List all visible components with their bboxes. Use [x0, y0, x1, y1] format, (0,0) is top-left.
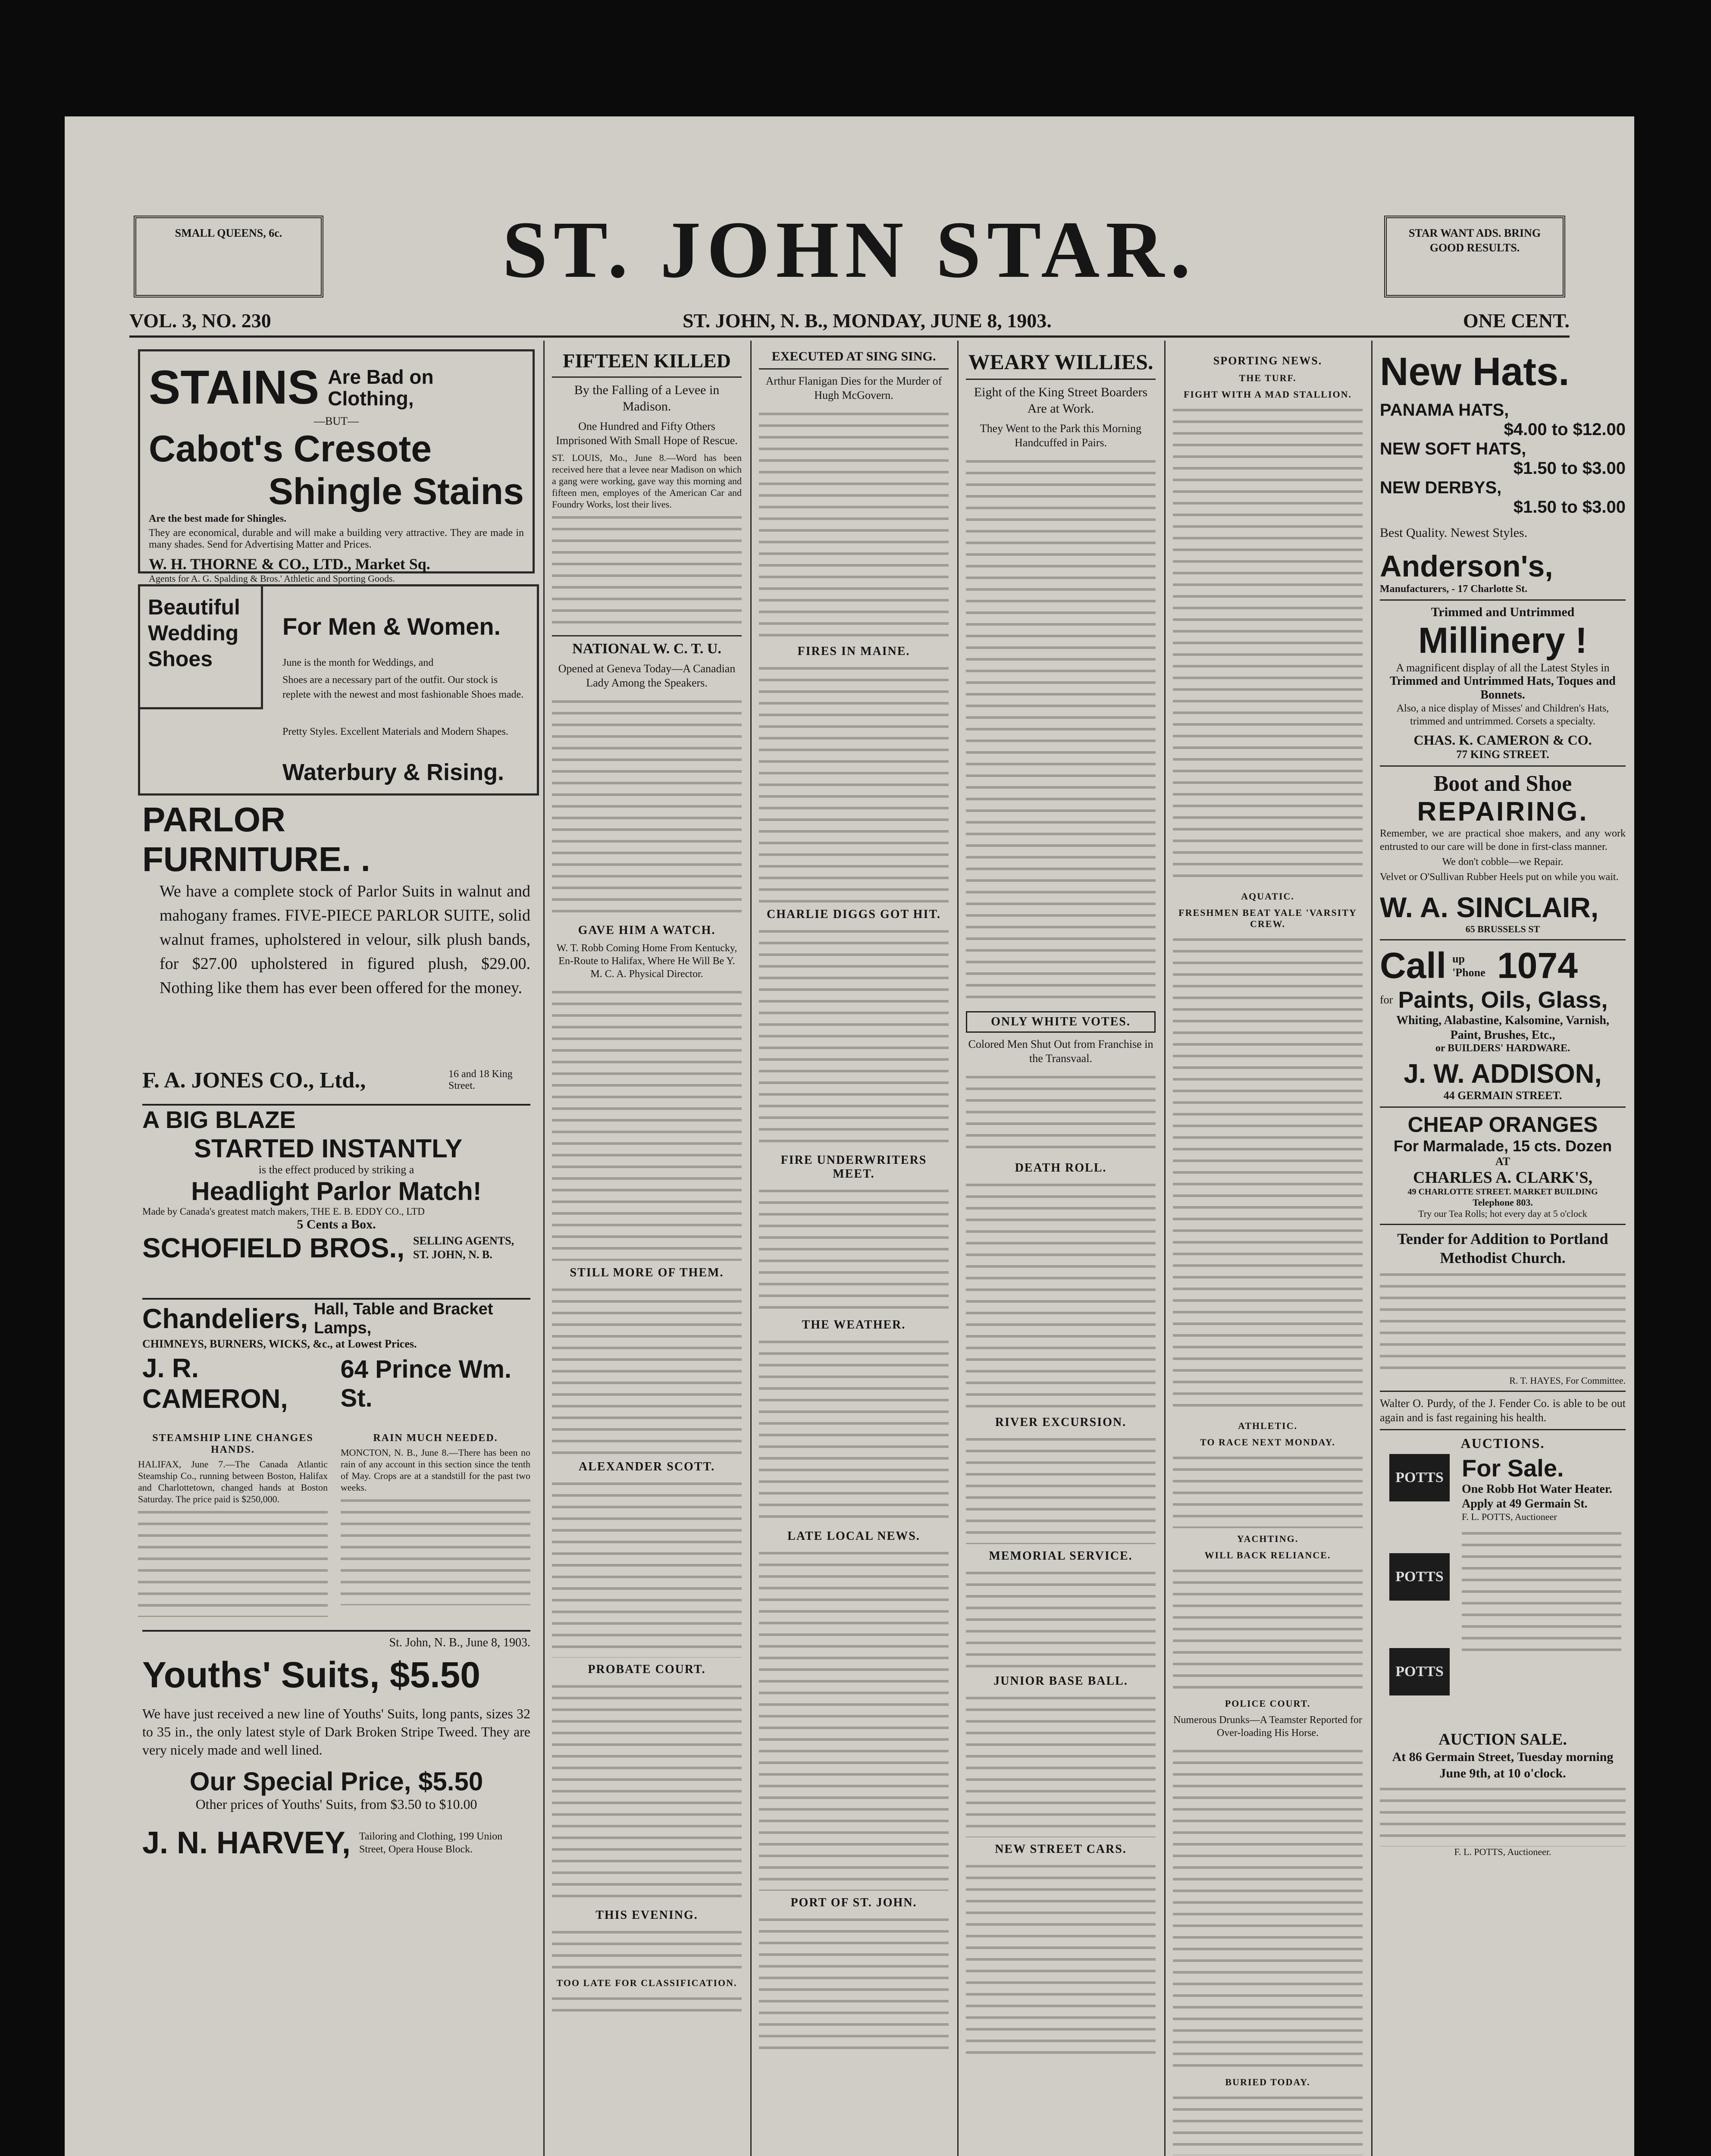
fires-headline: FIRES IN MAINE. [797, 645, 910, 658]
harvey-trade: Tailoring and Clothing, 199 Union Street, Opera House Block. [359, 1831, 503, 1855]
article-text-block [966, 1859, 1156, 2057]
hats-title: New Hats. [1380, 350, 1570, 394]
phone-call: Call [1380, 945, 1447, 986]
sing-sing-deck: Arthur Flanigan Dies for the Murder of Hugh McGovern. [765, 375, 942, 401]
wctu-deck: Opened at Geneva Today—A Canadian Lady Among the Speakers. [558, 662, 736, 689]
parlor-title-2: FURNITURE. . [142, 840, 370, 878]
stains-product-1: Cabot's Cresote [149, 428, 432, 470]
divider [966, 379, 1156, 380]
shoes-headline: Beautiful Wedding Shoes [148, 595, 240, 671]
shoes-company: Waterbury & Rising. [282, 759, 505, 785]
steamship-article [138, 1427, 328, 1621]
repair-body: Remember, we are practical shoe makers, and any work entrusted to our care will be done in first-class manner. [1380, 828, 1626, 852]
column-rule [1164, 341, 1166, 2156]
match-line-6: 5 Cents a Box. [297, 1217, 376, 1232]
repair-heels: Velvet or O'Sullivan Rubber Heels put on while you wait. [1380, 871, 1619, 883]
lamps-sub: CHIMNEYS, BURNERS, WICKS, &c., at Lowest Prices. [142, 1338, 417, 1350]
right-ear-box [1384, 216, 1565, 298]
potts-logo: POTTS [1389, 1454, 1450, 1501]
clark-phone: Telephone 803. [1473, 1197, 1533, 1208]
tender-signature: R. T. HAYES, For Committee. [1509, 1375, 1626, 1386]
phone-for: for [1380, 993, 1393, 1006]
soft-hats-price: $1.50 to $3.00 [1513, 459, 1626, 478]
excursion-headline: RIVER EXCURSION. [995, 1416, 1127, 1429]
article-text-block [759, 407, 949, 639]
athletic-headline: ATHLETIC. [1238, 1420, 1297, 1431]
stains-body: They are economical, durable and will make a building very attractive. They are made in many shades. Send for Advertising Matter and Prices. [149, 527, 524, 550]
stains-ad [138, 349, 535, 584]
memorial-headline: MEMORIAL SERVICE. [989, 1549, 1133, 1563]
rain-article [341, 1427, 530, 1621]
article-text-block [759, 1335, 949, 1524]
article-text-block [759, 1184, 949, 1313]
cameron-address: 64 Prince Wm. St. [340, 1355, 512, 1412]
article-text-block [759, 1546, 949, 1891]
late-classification-headline: TOO LATE FOR CLASSIFICATION. [556, 1977, 737, 1988]
stains-company: W. H. THORNE & CO., LTD., Market Sq. [149, 555, 430, 573]
article-text-block [966, 1070, 1156, 1156]
white-votes-deck: Colored Men Shut Out from Franchise in the Transvaal. [968, 1038, 1153, 1065]
anderson-address: Manufacturers, - 17 Charlotte St. [1380, 583, 1528, 595]
addison-address: 44 GERMAIN STREET. [1443, 1089, 1562, 1102]
for-sale-auctioneer: F. L. POTTS, Auctioneer [1462, 1511, 1557, 1522]
street-cars-headline: NEW STREET CARS. [995, 1843, 1127, 1856]
article-text-block [759, 1912, 949, 2050]
police-court-deck: Numerous Drunks—A Teamster Reported for Over-loading His Horse. [1173, 1714, 1362, 1739]
soft-hats-label: NEW SOFT HATS, [1380, 439, 1526, 458]
shoes-for: For Men & Women. [282, 613, 501, 640]
harvey-company: J. N. HARVEY, [142, 1826, 351, 1860]
article-text-block [1173, 403, 1363, 886]
aquatic-headline: AQUATIC. [1241, 891, 1294, 902]
cameron-company: J. R. CAMERON, [142, 1354, 288, 1414]
for-sale-item: One Robb Hot Water Heater. Apply at 49 Germain St. [1462, 1482, 1612, 1510]
volume-number: VOL. 3, NO. 230 [129, 309, 271, 332]
match-line-2: STARTED INSTANTLY [194, 1134, 463, 1163]
newspaper-page [65, 116, 1634, 2156]
parlor-body: We have a complete stock of Parlor Suits in walnut and mahogany frames. FIVE-PIECE PARLOR SUITE, solid walnut frames, upholstered in velour, silk plush bands, for $27.00 upholstered in figured plush, $29.00. Nothing like them has ever been offered for the money. [160, 882, 530, 997]
divider [552, 635, 742, 636]
steamship-headline: STEAMSHIP LINE CHANGES HANDS. [152, 1432, 313, 1455]
divider [1380, 1391, 1626, 1392]
underwriters-headline: FIRE UNDERWRITERS MEET. [780, 1153, 927, 1181]
millinery-items: Trimmed and Untrimmed Hats, Toques and Bonnets. [1390, 674, 1616, 702]
death-roll-headline: DEATH ROLL. [1015, 1161, 1107, 1175]
match-line-1: A BIG BLAZE [142, 1106, 296, 1133]
jones-address: 16 and 18 King Street. [448, 1069, 513, 1091]
article-text-block [1380, 1267, 1626, 1375]
paints-hardware: or BUILDERS' HARDWARE. [1435, 1043, 1570, 1054]
divider [1380, 1224, 1626, 1225]
phone-up: up 'Phone [1452, 952, 1485, 979]
divider [1380, 599, 1626, 601]
yachting-headline: YACHTING. [1237, 1533, 1299, 1544]
article-text-block [759, 924, 949, 1148]
stains-subtitle: Are Bad on Clothing, [328, 365, 434, 410]
sinclair-name: W. A. SINCLAIR, [1380, 891, 1599, 923]
article-text-block [552, 985, 742, 1261]
for-sale-title: For Sale. [1462, 1454, 1564, 1482]
match-ad [142, 1104, 530, 1291]
column-rule [543, 341, 545, 2156]
shoes-ad [138, 584, 539, 796]
buried-headline: BURIED TODAY. [1225, 2077, 1310, 2087]
stains-title: STAINS [149, 361, 320, 414]
article-text-block [1462, 1526, 1621, 1655]
article-text-block [552, 1925, 742, 1972]
potts-logo: POTTS [1389, 1648, 1450, 1695]
watch-headline: GAVE HIM A WATCH. [578, 924, 716, 937]
match-line-4: Headlight Parlor Match! [191, 1177, 482, 1206]
match-line-3: is the effect produced by striking a [258, 1163, 414, 1176]
repair-title-1: Boot and Shoe [1433, 771, 1572, 796]
oranges-at: AT [1495, 1155, 1510, 1168]
lamps-ad [142, 1298, 530, 1420]
more-headline: STILL MORE OF THEM. [570, 1266, 724, 1279]
for-sale-ad [1380, 1454, 1626, 1730]
article-text-block [1173, 932, 1363, 1415]
freshmen-headline: FRESHMEN BEAT YALE 'VARSITY CREW. [1178, 907, 1357, 929]
clark-address: 49 CHARLOTTE STREET. MARKET BUILDING [1407, 1187, 1598, 1197]
column-4 [759, 349, 949, 2156]
youths-other-prices: Other prices of Youths' Suits, from $3.50 to $10.00 [195, 1796, 477, 1812]
masthead-title: ST. JOHN STAR. [502, 204, 1197, 295]
article-text-block [966, 1566, 1156, 1669]
steamship-lead: HALIFAX, June 7.—The Canada Atlantic Steamship Co., running between Boston, Halifax and Charlottetown, changed hands at Boston Saturday. The price paid is $250,000. [138, 1459, 328, 1504]
parlor-furniture-ad [142, 800, 530, 1059]
police-court-headline: POLICE COURT. [1225, 1698, 1311, 1709]
oranges-sub: For Marmalade, 15 cts. Dozen [1393, 1137, 1612, 1155]
article-text-block [1173, 1564, 1363, 1693]
article-text-block [552, 1679, 742, 1903]
column-6 [1173, 349, 1363, 2156]
column-rule [1371, 341, 1373, 2156]
article-text-block [966, 1432, 1156, 1544]
match-line-5: Made by Canada's greatest match makers, THE E. B. EDDY CO., LTD [142, 1206, 425, 1217]
article-text-block [341, 1493, 530, 1605]
stains-tagline: Are the best made for Shingles. [149, 513, 287, 524]
addison-company: J. W. ADDISON, [1404, 1059, 1602, 1089]
cameron-millinery-address: 77 KING STREET. [1456, 748, 1549, 761]
paints-body: Whiting, Alabastine, Kalsomine, Varnish, Paint, Brushes, Etc., [1396, 1014, 1609, 1042]
tender-title: Tender for Addition to Portland Methodist Church. [1397, 1230, 1608, 1266]
article-text-block [966, 454, 1156, 1006]
watch-deck: W. T. Robb Coming Home From Kentucky, En-Route to Halifax, Where He Will Be Y. M. C. A. Physical Director. [556, 943, 737, 980]
column-3 [552, 349, 742, 2156]
baseball-headline: JUNIOR BASE BALL. [993, 1674, 1128, 1688]
article-text-block [552, 1991, 742, 2017]
sing-sing-headline: EXECUTED AT SING SING. [771, 349, 936, 364]
auction-sale-body: At 86 Germain Street, Tuesday morning June 9th, at 10 o'clock. [1392, 1750, 1614, 1780]
article-text-block [552, 510, 742, 631]
rain-lead: MONCTON, N. B., June 8.—There has been no rain of any account in this section since the tenth of May. Crops are at a standstill for the past two weeks. [341, 1447, 530, 1493]
article-text-block [552, 1282, 742, 1455]
probate-headline: PROBATE COURT. [588, 1663, 706, 1676]
weather-headline: THE WEATHER. [802, 1318, 906, 1332]
oranges-title: CHEAP ORANGES [1407, 1112, 1598, 1137]
article-text-block [1173, 1451, 1363, 1528]
youths-body: We have just received a new line of Youths' Suits, long pants, sizes 32 to 35 in., the only latest style of Dark Broken Stripe Tweed. They are very nicely made and well lined. [142, 1706, 530, 1758]
divider [759, 368, 949, 370]
article-text-block [966, 1691, 1156, 1837]
millinery-title: Millinery ! [1418, 620, 1588, 661]
divider [1380, 939, 1626, 940]
youths-title: Youths' Suits, $5.50 [142, 1655, 480, 1695]
article-text-block [1380, 1782, 1626, 1846]
article-text-block [1173, 2090, 1363, 2155]
article-text-block [759, 661, 949, 903]
youths-dateline: St. John, N. B., June 8, 1903. [389, 1636, 530, 1649]
shoes-box [138, 584, 263, 709]
column-5 [966, 349, 1156, 2156]
levee-lead: ST. LOUIS, Mo., June 8.—Word has been received here that a levee near Madison on which a gang were working, gave way this morning and fifteen men, employes of the American Car and Foundry Works, lost their lives. [552, 452, 742, 510]
auctions-headline: AUCTIONS. [1460, 1435, 1545, 1451]
issue-date: ST. JOHN, N. B., MONDAY, JUNE 8, 1903. [682, 309, 1052, 332]
cameron-millinery-company: CHAS. K. CAMERON & CO. [1413, 732, 1592, 748]
paints-title: Paints, Oils, Glass, [1398, 987, 1608, 1013]
hats-tagline: Best Quality. Newest Styles. [1380, 526, 1528, 540]
race-headline: TO RACE NEXT MONDAY. [1200, 1437, 1335, 1448]
column-rule [957, 341, 959, 2156]
turf-headline: THE TURF. [1239, 373, 1297, 383]
shoes-copy-3: Pretty Styles. Excellent Materials and Modern Shapes. [282, 726, 508, 737]
repair-cobble: We don't cobble—we Repair. [1442, 856, 1564, 868]
willies-deck-2: They Went to the Park this Morning Handcuffed in Pairs. [980, 422, 1142, 449]
wctu-headline: NATIONAL W. C. T. U. [572, 641, 721, 657]
potts-logo: POTTS [1389, 1553, 1450, 1601]
clark-note: Try our Tea Rolls; hot every day at 5 o'clock [1418, 1208, 1587, 1219]
schofield-company: SCHOFIELD BROS., [142, 1232, 405, 1263]
divider [1380, 765, 1626, 767]
clark-company: CHARLES A. CLARK'S, [1413, 1169, 1592, 1187]
jones-company: F. A. JONES CO., Ltd., [142, 1068, 366, 1093]
sporting-headline: SPORTING NEWS. [1213, 354, 1322, 367]
rain-headline: RAIN MUCH NEEDED. [373, 1432, 498, 1444]
schofield-agents: SELLING AGENTS, ST. JOHN, N. B. [413, 1235, 514, 1261]
millinery-pre: Trimmed and Untrimmed [1431, 605, 1575, 619]
diggs-headline: CHARLIE DIGGS GOT HIT. [767, 908, 941, 921]
right-ear-text: STAR WANT ADS. BRING GOOD RESULTS. [1408, 227, 1541, 254]
divider [552, 376, 742, 378]
phone-number: 1074 [1497, 945, 1578, 986]
stains-product-2: Shingle Stains [268, 471, 524, 512]
white-votes-headline: ONLY WHITE VOTES. [966, 1011, 1156, 1033]
willies-deck-1: Eight of the King Street Boarders Are at Work. [974, 385, 1148, 416]
millinery-also: Also, a nice display of Misses' and Children's Hats, trimmed and untrimmed. Corsets a specialty. [1396, 703, 1609, 727]
panama-price: $4.00 to $12.00 [1504, 420, 1626, 439]
youths-special: Our Special Price, $5.50 [189, 1767, 483, 1796]
willies-headline: WEARY WILLIES. [968, 350, 1153, 374]
lamps-subtitle: Hall, Table and Bracket Lamps, [314, 1300, 493, 1337]
article-text-block [552, 694, 742, 918]
derby-price: $1.50 to $3.00 [1513, 498, 1626, 517]
shoes-copy-2: Shoes are a necessary part of the outfit. Our stock is replete with the newest and most fashionable Shoes made. [282, 674, 524, 700]
evening-headline: THIS EVENING. [595, 1908, 698, 1922]
reliance-headline: WILL BACK RELIANCE. [1204, 1550, 1331, 1561]
jones-signature [142, 1065, 530, 1095]
lamps-title: Chandeliers, [142, 1303, 308, 1334]
stains-but: —BUT— [314, 415, 359, 427]
scott-headline: ALEXANDER SCOTT. [578, 1460, 715, 1473]
anderson-company: Anderson's, [1380, 549, 1553, 583]
article-text-block [138, 1505, 328, 1617]
purdy-notice: Walter O. Purdy, of the J. Fender Co. is able to be out again and is fast regaining his health. [1380, 1397, 1626, 1424]
issue-price: ONE CENT. [1463, 309, 1570, 332]
levee-deck-2: One Hundred and Fifty Others Imprisoned With Small Hope of Rescue. [556, 420, 738, 447]
local-news-headline: LATE LOCAL NEWS. [787, 1529, 920, 1543]
stallion-headline: FIGHT WITH A MAD STALLION. [1183, 389, 1352, 400]
levee-deck-1: By the Falling of a Levee in Madison. [574, 383, 720, 414]
parlor-title-1: PARLOR [142, 800, 285, 839]
article-text-block [1173, 1744, 1363, 2071]
youths-suits-ad [142, 1630, 530, 2156]
left-ear-text: SMALL QUEENS, 6c. [175, 227, 282, 239]
auction-sale-auctioneer: F. L. POTTS, Auctioneer. [1454, 1846, 1551, 1857]
derby-label: NEW DERBYS, [1380, 478, 1502, 497]
panama-label: PANAMA HATS, [1380, 401, 1509, 420]
divider [1380, 1429, 1626, 1430]
stains-agents: Agents for A. G. Spalding & Bros.' Athletic and Sporting Goods. [149, 573, 395, 584]
auction-sale-title: AUCTION SALE. [1438, 1730, 1567, 1749]
column-rule [750, 341, 752, 2156]
levee-headline: FIFTEEN KILLED [563, 350, 731, 372]
article-text-block [552, 1476, 742, 1658]
dateline-bar [129, 305, 1570, 338]
millinery-body: A magnificent display of all the Latest Styles in [1396, 661, 1610, 674]
shoes-copy-1: June is the month for Weddings, and [282, 657, 434, 668]
port-headline: PORT OF ST. JOHN. [790, 1896, 917, 1909]
article-text-block [966, 1178, 1156, 1410]
sinclair-address: 65 BRUSSELS ST [1465, 924, 1540, 934]
divider [1380, 1106, 1626, 1108]
repair-title-2: REPAIRING. [1417, 797, 1589, 827]
right-ads-column [1380, 349, 1626, 2156]
